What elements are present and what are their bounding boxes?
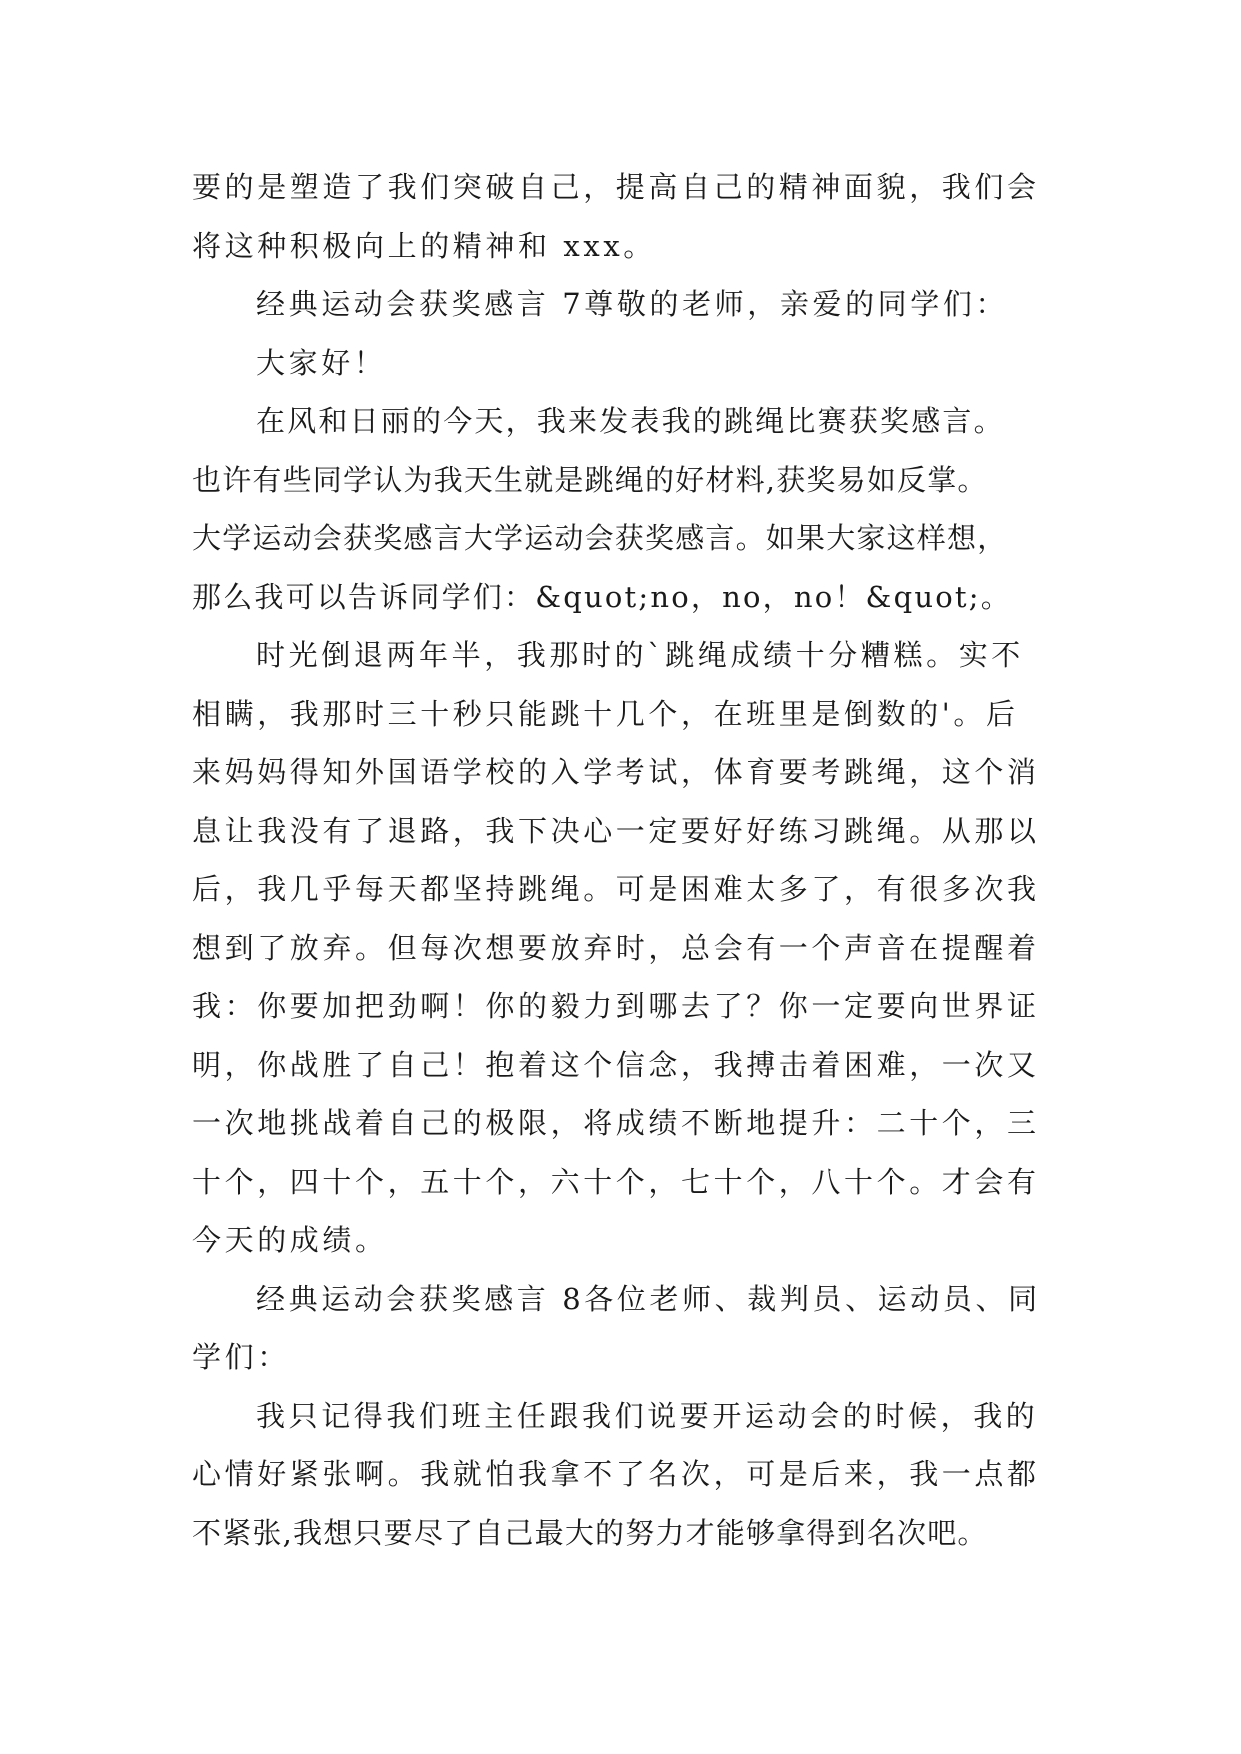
text-line: 要的是塑造了我们突破自己，提高自己的精神面貌，我们会 bbox=[192, 170, 1040, 204]
text-line: 在风和日丽的今天，我来发表我的跳绳比赛获奖感言。 bbox=[256, 404, 1005, 438]
text-line: 一次地挑战着自己的极限，将成绩不断地提升：二十个，三 bbox=[192, 1106, 1040, 1140]
text-line: 今天的成绩。 bbox=[192, 1223, 388, 1257]
text-line: 学们： bbox=[192, 1340, 290, 1374]
section-heading-line: 经典运动会获奖感言 7尊敬的老师，亲爱的同学们： bbox=[256, 287, 1009, 321]
text-line: 那么我可以告诉同学们：&quot;no，no，no！&quot;。 bbox=[192, 579, 1012, 614]
text-line: 明，你战胜了自己！抱着这个信念，我搏击着困难，一次又 bbox=[192, 1047, 1040, 1082]
text-line: 息让我没有了退路，我下决心一定要好好练习跳绳。从那以 bbox=[192, 813, 1040, 848]
text-line: 时光倒退两年半，我那时的`跳绳成绩十分糟糕。实不 bbox=[256, 638, 1024, 672]
text-line: 后，我几乎每天都坚持跳绳。可是困难太多了，有很多次我 bbox=[192, 872, 1040, 906]
text-line: 来妈妈得知外国语学校的入学考试，体育要考跳绳，这个消 bbox=[192, 755, 1040, 789]
text-line: 十个，四十个，五十个，六十个，七十个，八十个。才会有 bbox=[192, 1164, 1040, 1199]
text-line: 心情好紧张啊。我就怕我拿不了名次，可是后来，我一点都 bbox=[192, 1457, 1040, 1491]
text-line: 也许有些同学认为我天生就是跳绳的好材料,获奖易如反掌。 bbox=[192, 462, 988, 497]
text-line: 我只记得我们班主任跟我们说要开运动会的时候，我的 bbox=[256, 1398, 1039, 1433]
document-body bbox=[192, 158, 1052, 1562]
section-heading-line: 经典运动会获奖感言 8各位老师、裁判员、运动员、同 bbox=[256, 1281, 1041, 1316]
text-line: 我：你要加把劲啊！你的毅力到哪去了？你一定要向世界证 bbox=[192, 989, 1040, 1023]
text-line: 想到了放弃。但每次想要放弃时，总会有一个声音在提醒着 bbox=[192, 930, 1040, 965]
text-line: 不紧张,我想只要尽了自己最大的努力才能够拿得到名次吧。 bbox=[192, 1515, 988, 1550]
text-line: 大学运动会获奖感言大学运动会获奖感言。如果大家这样想， bbox=[192, 521, 1008, 555]
text-line: 将这种积极向上的精神和 xxx。 bbox=[192, 228, 656, 263]
greeting-line: 大家好！ bbox=[256, 345, 387, 380]
text-line: 相瞒，我那时三十秒只能跳十几个，在班里是倒数的'。后 bbox=[192, 696, 1019, 731]
